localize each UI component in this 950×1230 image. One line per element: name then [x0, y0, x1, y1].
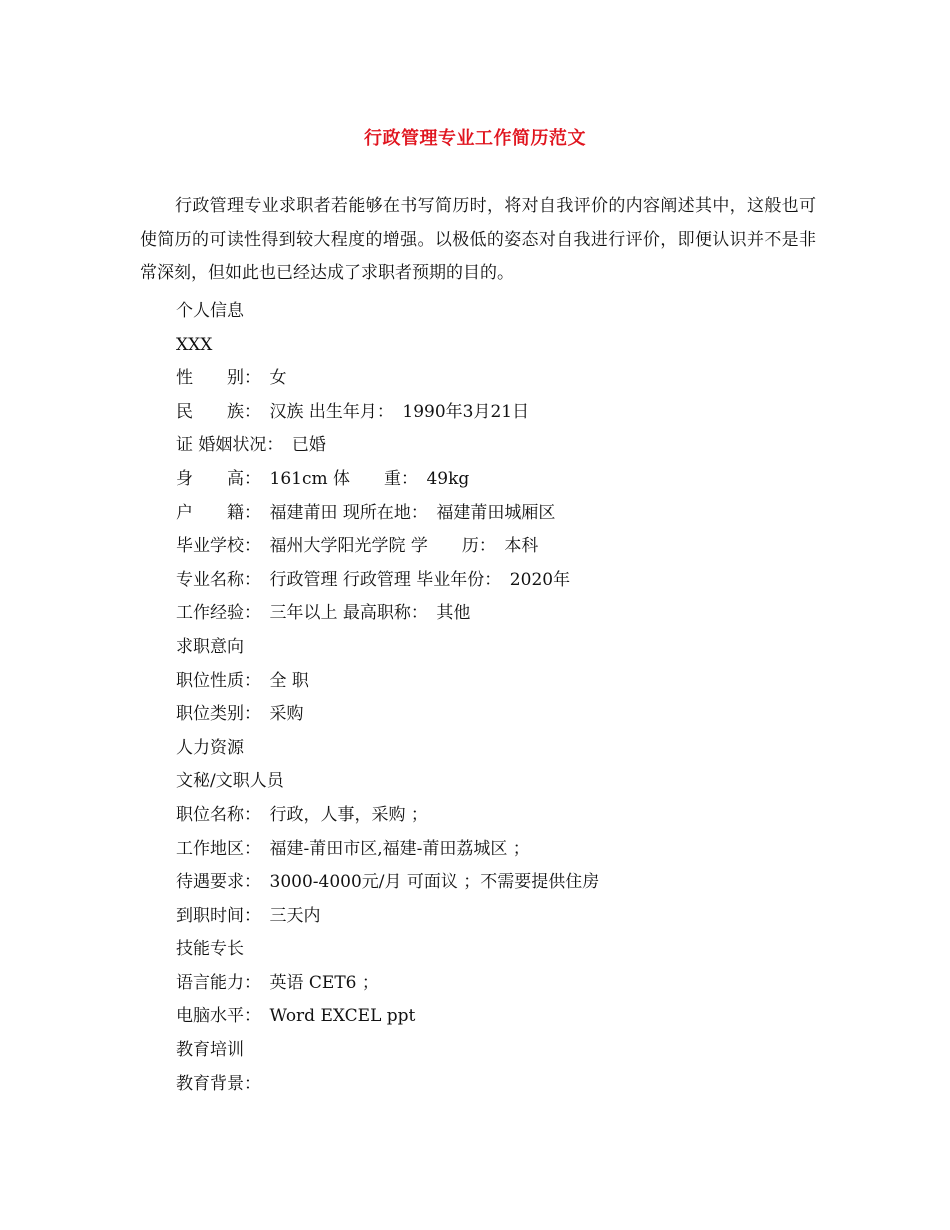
resume-line: XXX: [176, 334, 213, 355]
resume-line: 到职时间： 三天内: [176, 905, 321, 926]
resume-line: 语言能力： 英语 CET6 ；: [176, 972, 379, 993]
resume-line: 待遇要求： 3000-4000元/月 可面议 ；不需要提供住房: [176, 872, 600, 893]
resume-line: 职位性质： 全 职: [176, 670, 309, 691]
document-title: 行政管理专业工作简历范文: [364, 128, 586, 149]
resume-line: 文秘/文职人员: [176, 771, 284, 792]
resume-line: 人力资源: [176, 737, 244, 758]
resume-line: 职位名称： 行政，人事，采购 ；: [176, 804, 428, 825]
resume-line: 性 别： 女: [176, 368, 287, 389]
resume-line: 身 高： 161cm 体 重： 49kg: [176, 468, 470, 489]
resume-line: 教育培训: [176, 1040, 244, 1061]
resume-line: 技能专长: [176, 939, 244, 960]
resume-line: 工作经验： 三年以上 最高职称： 其他: [176, 603, 471, 624]
resume-line: 工作地区： 福建-莆田市区,福建-莆田荔城区 ；: [176, 838, 530, 859]
resume-line: 求职意向: [176, 636, 244, 657]
resume-line: 证 婚姻状况： 已婚: [176, 435, 326, 456]
resume-line: 电脑水平： Word EXCEL ppt: [176, 1006, 416, 1027]
resume-line: 教育背景：: [176, 1073, 261, 1094]
resume-line: 毕业学校： 福州大学阳光学院 学 历： 本科: [176, 536, 539, 557]
resume-line: 个人信息: [176, 301, 244, 321]
resume-line: 职位类别： 采购: [176, 704, 304, 725]
intro-paragraph: 行政管理专业求职者若能够在书写简历时，将对自我评价的内容阐述其中，这般也可使简历的可读性得到较大程度的增强。以极低的姿态对自我进行评价，即便认识并不是非常深刻，但如此也已经达成了求职者预期的目的。: [140, 196, 816, 283]
resume-line: 民 族： 汉族 出生年月： 1990年3月21日: [176, 401, 530, 422]
resume-line: 户 籍： 福建莆田 现所在地： 福建莆田城厢区: [176, 502, 556, 523]
resume-lines: [176, 295, 599, 1101]
resume-line: 专业名称： 行政管理 行政管理 毕业年份： 2020年: [176, 569, 571, 590]
